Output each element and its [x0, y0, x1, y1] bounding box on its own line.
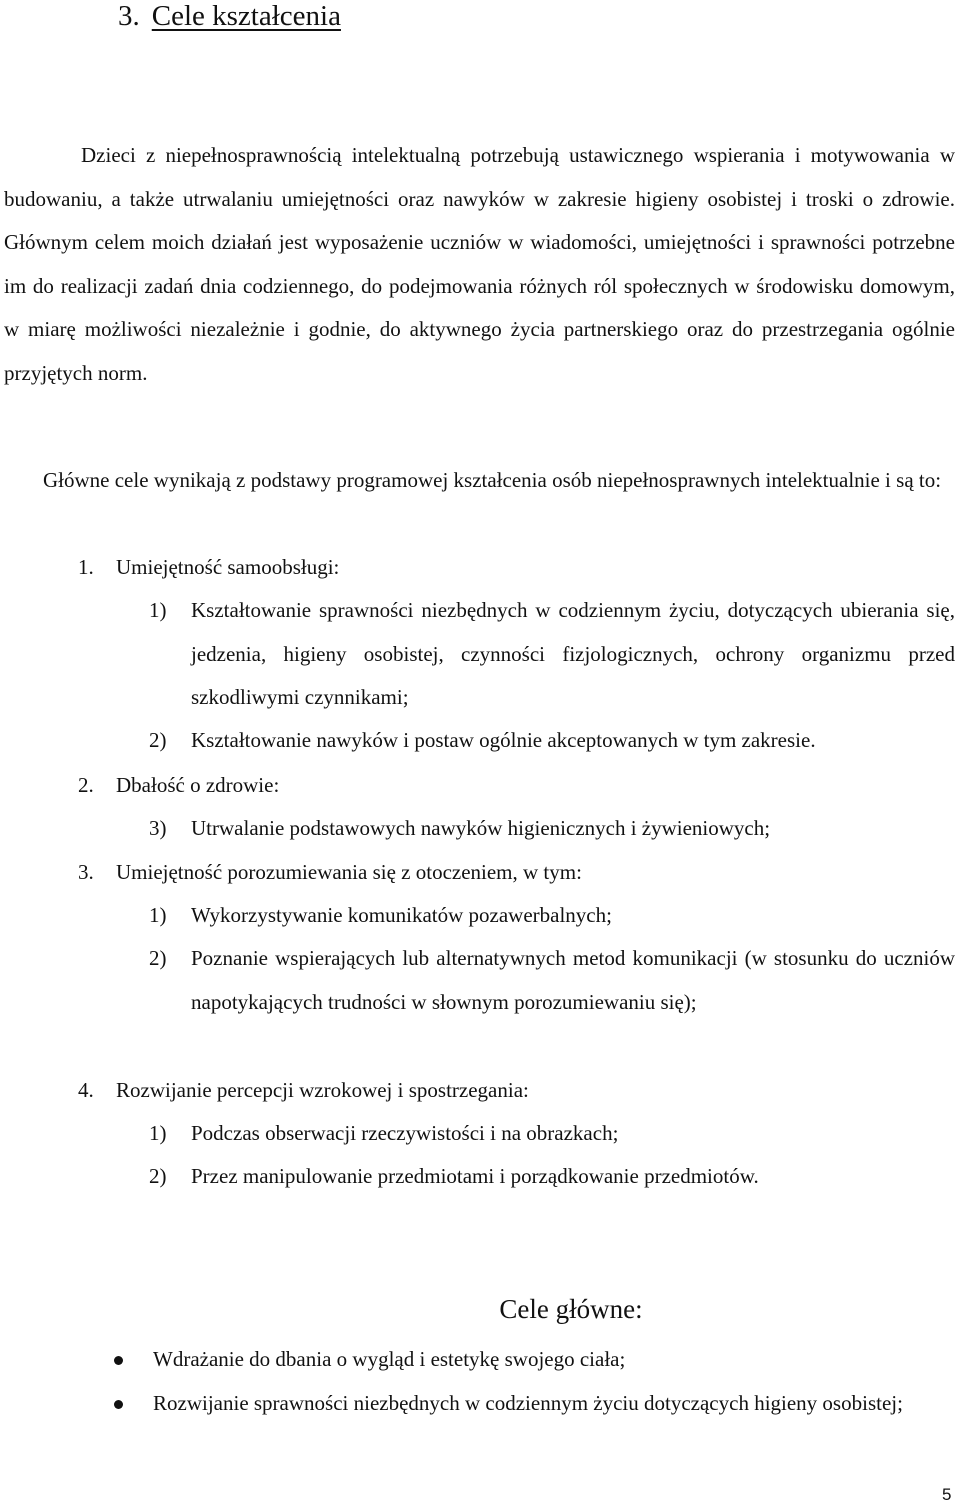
main-goal-bullet: Wdrażanie do dbania o wygląd i estetykę swojego ciała; — [153, 1347, 626, 1371]
goal-item-number: 2) — [149, 946, 167, 970]
section-number: 3. — [118, 0, 140, 32]
goal-item-number: 1) — [149, 903, 167, 927]
goal-title: Dbałość o zdrowie: — [116, 773, 280, 797]
page-number: 5 — [942, 1485, 952, 1504]
goal-item-text: Kształtowanie nawyków i postaw ogólnie akceptowanych w tym zakresie. — [191, 728, 816, 752]
main-goals-heading: Cele główne: — [499, 1294, 643, 1324]
goal-item-number: 2) — [149, 728, 167, 752]
goal-item — [149, 807, 955, 851]
goal-item — [149, 1155, 955, 1199]
goal-item — [149, 719, 955, 763]
goal-item — [149, 589, 955, 720]
goal-item-text: Utrwalanie podstawowych nawyków higienicznych i żywieniowych; — [191, 816, 771, 840]
goal-item-number: 1) — [149, 598, 167, 622]
goal-number: 3. — [78, 860, 94, 884]
bullet-icon — [114, 1400, 123, 1409]
goal-heading — [78, 857, 582, 887]
intro-paragraph: Dzieci z niepełnosprawnością intelektualną potrzebują ustawicznego wspierania i motywowania w budowaniu, a także utrwalaniu umiejętności oraz nawyków w zakresie higieny osobistej i troski o zdrowie. Głównym celem moich działań jest wyposażenie uczniów w wiadomości, umiejętności i sprawności potrzebne im do realizacji zadań dnia codziennego, do podejmowania różnych ról społecznych w środowisku domowym, w miarę możliwości niezależnie i godnie, do aktywnego życia partnerskiego oraz do przestrzegania ogólnie przyjętych norm. — [4, 143, 955, 385]
section-title: Cele kształcenia — [151, 0, 341, 32]
goal-number: 1. — [78, 555, 94, 579]
goal-heading — [78, 770, 279, 800]
goal-heading — [78, 552, 339, 582]
goal-item-text: Kształtowanie sprawności niezbędnych w codziennym życiu, dotyczących ubierania się, jedzenia, higieny osobistej, czynności fizjologicznych, ochrony organizmu przed szkodliwymi czynnikami; — [191, 598, 955, 710]
goal-item-number: 2) — [149, 1164, 167, 1188]
main-goals-intro: Główne cele wynikają z podstawy programowej kształcenia osób niepełnosprawnych intelektualnie i są to: — [43, 468, 942, 492]
goal-number: 4. — [78, 1078, 94, 1102]
goal-item-text: Poznanie wspierających lub alternatywnych metod komunikacji (w stosunku do uczniów napotykających trudności w słownym porozumiewaniu się); — [191, 946, 955, 1014]
goal-heading — [78, 1075, 529, 1105]
goal-item-text: Wykorzystywanie komunikatów pozawerbalnych; — [191, 903, 612, 927]
goal-item-number: 1) — [149, 1121, 167, 1145]
goal-item — [149, 894, 955, 938]
goal-item — [149, 1112, 955, 1156]
goal-item-text: Podczas obserwacji rzeczywistości i na obrazkach; — [191, 1121, 619, 1145]
goal-item — [149, 937, 955, 1024]
goal-title: Rozwijanie percepcji wzrokowej i spostrzegania: — [116, 1078, 529, 1102]
goal-item-number: 3) — [149, 816, 167, 840]
goal-title: Umiejętność samoobsługi: — [116, 555, 340, 579]
goal-item-text: Przez manipulowanie przedmiotami i porządkowanie przedmiotów. — [191, 1164, 759, 1188]
goal-title: Umiejętność porozumiewania się z otoczeniem, w tym: — [116, 860, 582, 884]
bullet-icon — [114, 1356, 123, 1365]
goal-number: 2. — [78, 773, 94, 797]
section-heading — [118, 0, 341, 34]
main-goal-bullet: Rozwijanie sprawności niezbędnych w codziennym życiu dotyczących higieny osobistej; — [153, 1391, 903, 1415]
